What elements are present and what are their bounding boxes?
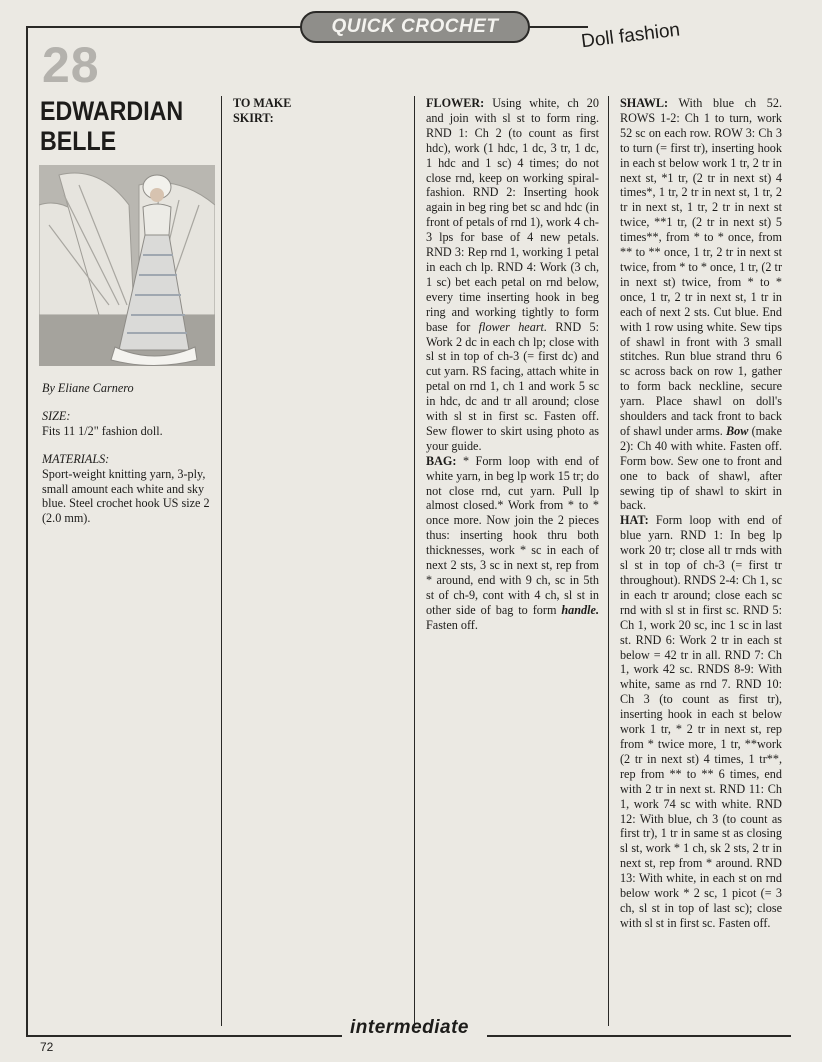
banner-text: QUICK CROCHET [331,16,499,37]
bottom-rule [26,1035,342,1037]
credits-column [42,381,218,539]
category-tag [572,0,707,64]
handle-term: handle. [561,602,599,617]
doll-photo [39,165,215,366]
flower-heart-term: flower heart. [478,319,547,334]
project-number: 28 [42,37,100,93]
flower-text: Using white, ch 20 and join with sl st to form ring. RND 1: Ch 2 (to count as first hdc), work (1 hdc, 1 dc, 3 tr, 1 dc, 1 hdc and 1 sc) 4 times; do not close rnd, keep on working spiral-fashion. RND 2: Inserting hook again in beg ring bet sc and hdc (in front of petals of rnd 1), work 4 ch-3 lps for base of 4 new petals. RND 3: Rep rnd 1, working 1 petal in each ch lp. RND 4: Work (3 ch, 1 sc) bet each petal on rnd below, every time inserting hook in beg ring and working tightly to form base for [426,96,599,334]
hat-text: Form loop with end of blue yarn. RND 1: In beg lp work 20 tr; close all tr rnds with sl st in top of ch-3 (= first tr throughout). RNDS 2-4: Ch 1, sc in each tr around; close each sc rnd with sl st in first sc. RND 5: Ch 1, work 20 sc, inc 1 sc in last st. RND 6: Work 2 tr in each st below = 42 tr in all. RND 7: Ch 1, work 42 sc. RNDS 8-9: With white, same as rnd 7. RND 10: Ch 3 (to count as first tr), inserting hook in each st below work 1 tr, * 2 tr in next st, rep from * twice more, 1 tr, **work (2 tr in next st) 4 times, 1 tr**, rep from ** to ** 6 times, end with 2 tr in next st. RND 11: Ch 1, work 74 sc with white. RND 12: With blue, ch 3 (to count as first tr), 1 tr in same st as closing sl st, work * 1 ch, sk 2 sts, 2 tr in next st, rep from * around. RND 13: With white, in each st on rnd below work * 2 sc, 1 picot (= 3 ch, sl st in top of last sc); close with sl st in first sc. Fasten off. [620,513,782,930]
instructions-column-3 [620,96,782,931]
flower-text-2: RND 5: Work 2 dc in each ch lp; close with sl st in top of ch-3 (= first dc) and cut yarn. RS facing, attach white in petal on rnd 1, ch 1 and work 5 sc in hdc, dc and tr all around; close with sl st in first sc. Fasten off. Sew flower to skirt using photo as your guide. [426,319,600,453]
size-text: Fits 11 1/2" fashion doll. [42,423,163,438]
bag-section [426,454,599,633]
category-text: Doll fashion [580,19,682,53]
shawl-heading: SHAWL: [620,96,669,110]
bag-heading: BAG: [426,453,457,468]
project-title [40,96,195,156]
to-make-heading: TO MAKE [233,96,292,110]
shawl-text-2: (make 2): Ch 40 with white. Fasten off. Form bow. Sew one to front and one to back of shawl, after sewing tip of shawl to skirt in back. [620,423,783,513]
title-line-1: EDWARDIAN [40,96,184,126]
bag-text-2: Fasten off. [426,617,478,632]
skill-level-badge: intermediate [350,1017,469,1038]
size-heading: SIZE: [42,408,71,423]
bag-text: * Form loop with end of white yarn, in beg lp work 15 tr; do not close rnd, cut yarn. Pull lp almost closed.* Work from * to * once more. Now join the 2 pieces thus: inserting hook thru both thicknesses, work * sc in each of next 2 sts, 3 sc in next st, rep from * around, end with 9 ch, sc in 5th st of ch-9, cont with 4 ch, sl st in other side of bag to form [426,453,599,617]
materials-text: Sport-weight knitting yarn, 3-ply, small amount each white and sky blue. Steel crochet hook US size 2 (2.0 mm). [42,466,210,526]
left-border [26,26,28,1036]
skirt-section [233,111,403,126]
section-banner [300,11,530,43]
shawl-text: With blue ch 52. ROWS 1-2: Ch 1 to turn, work 52 sc on each row. ROW 3: Ch 3 to turn (= first tr), inserting hook in each st below work 1 tr, 2 tr in next st, *1 tr, (2 tr in next st) 4 times*, 1 tr, 2 tr in next st, 1 tr, 2 tr in next st, 1 tr, 2 tr in next st twice, **1 tr, (2 tr in next st) 5 times**, from * to * once, from ** to ** once, 1 tr, 2 tr in next st twice, from * to * once, 1 tr, (2 tr in next st) twice, from * to * once, 1 tr, 2 tr in next st, 1 tr in each of next 2 sts. Cut blue. End with 1 row using white. Sew tips of shawl in front with 3 small stitches. Run blue strand thru 6 sc across back on row 1, gather to form back neckline, secure yarn. Place shawl on doll's shoulders and tack front to back of shawl under arms. [620,96,782,438]
instructions-column-1 [233,96,403,126]
flower-section [426,96,599,454]
shawl-section [620,96,782,513]
hat-heading: HAT: [620,513,649,528]
column-divider-3 [608,96,609,1026]
bottom-rule-right [487,1035,791,1037]
materials-heading: MATERIALS: [42,451,110,466]
column-divider-2 [414,96,415,1026]
byline: By Eliane Carnero [42,381,134,395]
instructions-column-2 [426,96,599,633]
skirt-heading: SKIRT: [233,110,274,125]
hat-section [620,513,782,930]
top-rule-left [26,26,302,28]
bow-term: Bow [725,423,749,438]
page-number: 72 [40,1040,54,1054]
doll-photo-illustration [39,165,215,366]
column-divider-1 [221,96,222,1026]
flower-heading: FLOWER: [426,96,485,110]
title-line-2: BELLE [40,126,117,156]
